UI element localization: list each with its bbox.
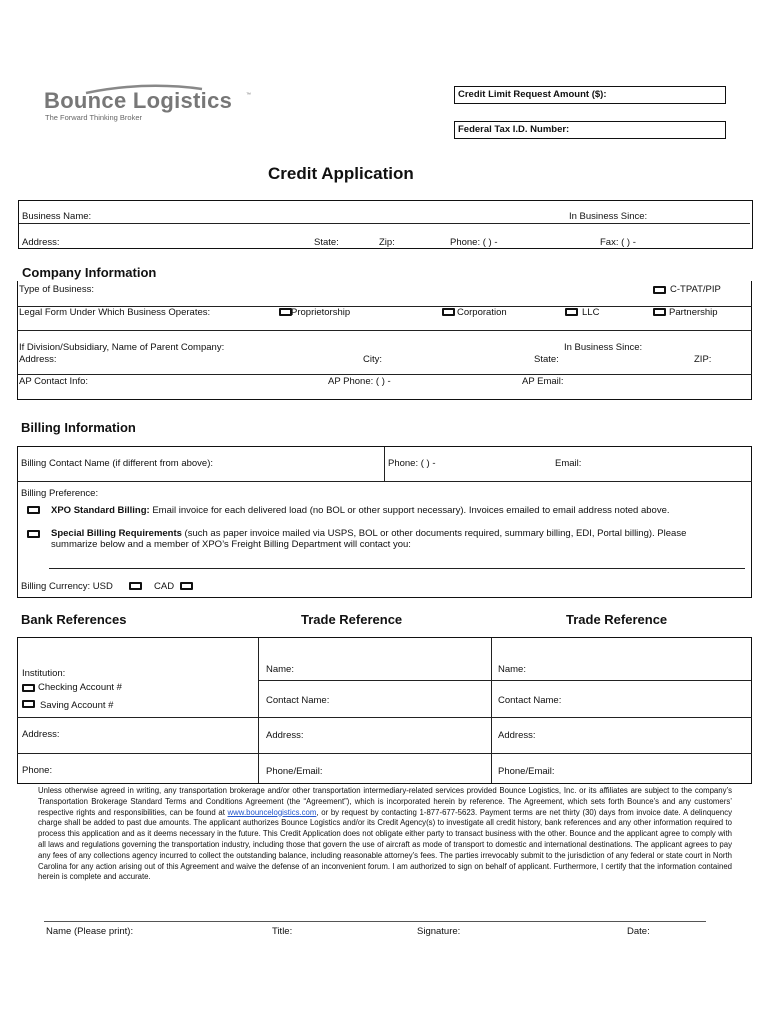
special-billing-text	[51, 528, 686, 539]
logo-name: Bounce Logistics	[44, 88, 233, 113]
business-state-label[interactable]: State:	[314, 237, 339, 248]
special-billing-desc-2: summarize below and a member of XPO’s Freight Billing Department will contact you:	[51, 539, 411, 550]
bank-institution-label[interactable]: Institution:	[22, 668, 66, 679]
tax-id-label: Federal Tax I.D. Number:	[458, 124, 570, 135]
company-address-label[interactable]: Address:	[19, 354, 57, 365]
terms-website-link[interactable]: www.bouncelogistics.com	[227, 807, 317, 817]
trade-reference-heading-1: Trade Reference	[301, 612, 403, 627]
cad-checkbox[interactable]	[180, 582, 193, 590]
trade1-name-label[interactable]: Name:	[266, 664, 294, 675]
trade1-address-label[interactable]: Address:	[266, 730, 304, 741]
division-label[interactable]: If Division/Subsidiary, Name of Parent Company:	[19, 342, 225, 353]
credit-limit-label: Credit Limit Request Amount ($):	[458, 89, 607, 100]
business-since-label[interactable]: In Business Since:	[569, 211, 648, 222]
sign-title-label: Title:	[272, 926, 293, 937]
ap-contact-label[interactable]: AP Contact Info:	[19, 376, 89, 387]
llc-label: LLC	[582, 307, 600, 318]
partnership-label: Partnership	[669, 307, 718, 318]
credit-limit-field[interactable]	[454, 86, 726, 104]
page-title: Credit Application	[268, 164, 414, 183]
xpo-standard-label: XPO Standard Billing:	[51, 505, 150, 516]
terms-paragraph	[38, 786, 732, 883]
special-billing-label: Special Billing Requirements	[51, 528, 182, 539]
logo-trademark: ™	[246, 92, 251, 98]
tax-id-field[interactable]	[454, 121, 726, 139]
bank-address-label[interactable]: Address:	[22, 729, 60, 740]
sign-name-label: Name (Please print):	[46, 926, 134, 937]
logo-tagline: The Forward Thinking Broker	[45, 113, 142, 122]
sign-signature-label: Signature:	[417, 926, 461, 937]
company-city-label[interactable]: City:	[363, 354, 382, 365]
xpo-standard-desc: Email invoice for each delivered load (no BOL or other support necessary). Invoices emailed to email address noted above.	[149, 505, 670, 516]
company-state-label[interactable]: State:	[534, 354, 559, 365]
terms-text-1: Unless otherwise agreed in writing, any transportation brokerage and/or other transportation intermediary-related services provided Bounce Logistics, Inc. or its affiliates are subject to the company’s Transportation Brokerage Standard Terms and Conditions Agreement (the “Agreement”), which is incorporated herein by reference. The Agreement, which sets forth Bounce’s and any customers’ respective rights and responsibilities, can be found at	[38, 786, 732, 817]
checking-account-label: Checking Account #	[38, 682, 122, 693]
partnership-checkbox[interactable]	[653, 308, 666, 316]
billing-email-label[interactable]: Email:	[555, 458, 582, 469]
ap-email-label[interactable]: AP Email:	[522, 376, 564, 387]
billing-preference-label: Billing Preference:	[21, 488, 99, 499]
saving-account-checkbox[interactable]	[22, 700, 35, 708]
billing-contact-label[interactable]: Billing Contact Name (if different from above):	[21, 458, 214, 469]
sign-date-label: Date:	[627, 926, 650, 937]
special-billing-desc: (such as paper invoice mailed via USPS, BOL or other documents required, summary billing, EDI, Portal billing). Please	[181, 528, 687, 539]
trade1-phone-label[interactable]: Phone/Email:	[266, 766, 323, 777]
trade2-phone-label[interactable]: Phone/Email:	[498, 766, 555, 777]
business-name-label[interactable]: Business Name:	[22, 211, 92, 222]
business-fax-label[interactable]: Fax: ( ) -	[600, 237, 636, 248]
cad-label: CAD	[154, 581, 175, 592]
corporation-label: Corporation	[457, 307, 507, 318]
trade2-address-label[interactable]: Address:	[498, 730, 536, 741]
ctpat-label: C-TPAT/PIP	[670, 284, 721, 295]
usd-checkbox[interactable]	[129, 582, 142, 590]
bank-references-heading: Bank References	[21, 612, 127, 627]
llc-checkbox[interactable]	[565, 308, 578, 316]
billing-currency-label: Billing Currency: USD	[21, 581, 113, 592]
company-info-heading: Company Information	[22, 265, 157, 280]
type-of-business-label[interactable]: Type of Business:	[19, 284, 94, 295]
business-address-label[interactable]: Address:	[22, 237, 60, 248]
trade2-contact-label[interactable]: Contact Name:	[498, 695, 562, 706]
references-table	[17, 637, 752, 784]
bank-phone-label[interactable]: Phone:	[22, 765, 53, 776]
xpo-standard-text	[51, 505, 670, 516]
corporation-checkbox[interactable]	[442, 308, 455, 316]
special-billing-line[interactable]	[49, 568, 745, 569]
saving-account-label: Saving Account #	[40, 700, 114, 711]
billing-phone-label[interactable]: Phone: ( ) -	[388, 458, 436, 469]
terms-text-2: , or by request by contacting 1-877-677-5623. Payment terms are net thirty (30) days from invoice date. A delinquency charge shall be added to past due amounts. The applicant authorizes Bounce Logistics and/or its Credit Agency(s) to investigate all credit history, bank references and any other information required to process this application and as it deems necessary in the future. This Credit Application does not obligate either party to transact business with the other. Bounce and the applicant agree to comply with all laws and regulations governing the transportation industry, including those that govern the use of aircraft as mode of transport to domestic and international destinations. The applicant agrees to pay any fees of any collections agency incurred to collect the outstanding balance, including reasonable attorney’s fees. The parties irrevocably submit to the jurisdiction of any federal or state court in North Carolina for any action arising out of this Agreement and waive the defense of an inconvenient forum. I am authorized to sign on behalf of applicant. Furthermore, I certify that the information contained herein is complete and accurate.	[38, 807, 732, 882]
checking-account-checkbox[interactable]	[22, 684, 35, 692]
proprietorship-label: Proprietorship	[291, 307, 351, 318]
billing-info-heading: Billing Information	[21, 420, 136, 435]
xpo-standard-checkbox[interactable]	[27, 506, 40, 514]
division-since-label[interactable]: In Business Since:	[564, 342, 643, 353]
company-zip-label[interactable]: ZIP:	[694, 354, 712, 365]
trade-reference-heading-2: Trade Reference	[566, 612, 668, 627]
business-phone-label[interactable]: Phone: ( ) -	[450, 237, 498, 248]
business-zip-label[interactable]: Zip:	[379, 237, 395, 248]
ap-phone-label[interactable]: AP Phone: ( ) -	[328, 376, 391, 387]
signature-line[interactable]	[44, 921, 706, 922]
special-billing-checkbox[interactable]	[27, 530, 40, 538]
ctpat-checkbox[interactable]	[653, 286, 666, 294]
legal-form-label: Legal Form Under Which Business Operates:	[19, 307, 211, 318]
trade2-name-label[interactable]: Name:	[498, 664, 526, 675]
trade1-contact-label[interactable]: Contact Name:	[266, 695, 330, 706]
